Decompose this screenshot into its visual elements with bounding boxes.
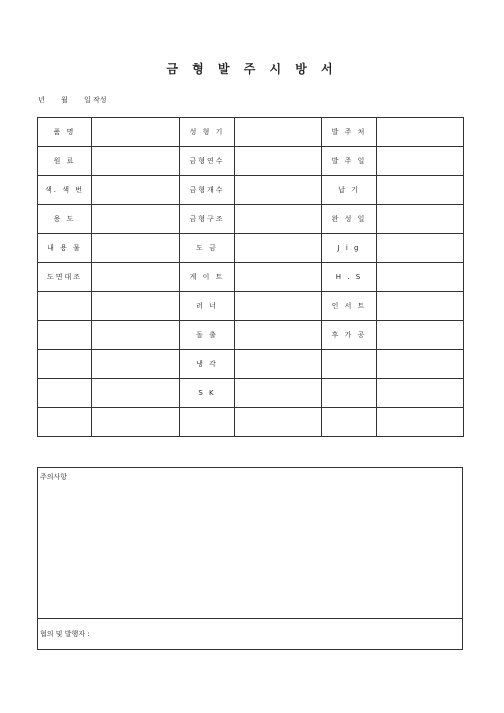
field-value-cell[interactable] (235, 379, 322, 408)
field-value-cell[interactable] (92, 321, 180, 350)
form-row (38, 234, 464, 263)
field-value-cell[interactable] (92, 176, 180, 205)
form-row (38, 176, 464, 205)
notes-cell[interactable] (38, 468, 463, 619)
form-row (38, 147, 464, 176)
field-value-cell[interactable] (235, 176, 322, 205)
field-label-cell: 발 주 처 (322, 118, 377, 147)
form-row (38, 379, 464, 408)
field-label-cell: 색. 색 번 (38, 176, 92, 205)
field-value-cell[interactable] (377, 408, 464, 437)
field-value-cell[interactable] (377, 263, 464, 292)
field-label-cell: 돌 출 (180, 321, 235, 350)
form-row (38, 205, 464, 234)
field-label-cell: 금형구조 (180, 205, 235, 234)
field-value-cell[interactable] (92, 350, 180, 379)
field-value-cell[interactable] (92, 263, 180, 292)
notes-table (37, 467, 463, 650)
field-value-cell[interactable] (92, 379, 180, 408)
field-label-cell: 러 너 (180, 292, 235, 321)
field-label-cell (38, 408, 92, 437)
field-value-cell[interactable] (92, 408, 180, 437)
notes-label: 주의사항 (40, 473, 68, 481)
field-label-cell (322, 379, 377, 408)
field-value-cell[interactable] (235, 205, 322, 234)
field-label-cell: 완 성 일 (322, 205, 377, 234)
date-day-written: 일 작성 (84, 96, 107, 104)
field-value-cell[interactable] (377, 292, 464, 321)
field-value-cell[interactable] (377, 147, 464, 176)
field-label-cell: 품 명 (38, 118, 92, 147)
field-value-cell[interactable] (377, 350, 464, 379)
field-value-cell[interactable] (235, 350, 322, 379)
field-label-cell: 게 이 트 (180, 263, 235, 292)
field-value-cell[interactable] (235, 118, 322, 147)
field-label-cell (322, 408, 377, 437)
field-value-cell[interactable] (235, 321, 322, 350)
field-value-cell[interactable] (92, 205, 180, 234)
field-value-cell[interactable] (377, 234, 464, 263)
field-value-cell[interactable] (235, 263, 322, 292)
field-label-cell (38, 350, 92, 379)
field-value-cell[interactable] (377, 118, 464, 147)
form-row (38, 321, 464, 350)
field-value-cell[interactable] (377, 176, 464, 205)
date-line (38, 95, 121, 105)
field-label-cell: 성 형 기 (180, 118, 235, 147)
field-label-cell: 원 료 (38, 147, 92, 176)
field-value-cell[interactable] (235, 292, 322, 321)
field-label-cell: 도 금 (180, 234, 235, 263)
form-row (38, 263, 464, 292)
order-spec-table (37, 117, 464, 437)
form-row (38, 292, 464, 321)
field-value-cell[interactable] (235, 147, 322, 176)
field-label-cell (38, 379, 92, 408)
field-label-cell: 인 서 트 (322, 292, 377, 321)
field-label-cell: S K (180, 379, 235, 408)
agreement-label: 협의 및 발행자 : (40, 630, 90, 638)
field-value-cell[interactable] (92, 234, 180, 263)
form-row (38, 350, 464, 379)
field-value-cell[interactable] (92, 292, 180, 321)
field-label-cell: 내 용 물 (38, 234, 92, 263)
date-month: 월 (61, 96, 68, 104)
field-value-cell[interactable] (377, 379, 464, 408)
field-label-cell (322, 350, 377, 379)
field-value-cell[interactable] (377, 321, 464, 350)
field-label-cell (38, 321, 92, 350)
date-year: 년 (38, 96, 45, 104)
field-label-cell: H . S (322, 263, 377, 292)
field-label-cell: 납 기 (322, 176, 377, 205)
field-value-cell[interactable] (92, 147, 180, 176)
field-value-cell[interactable] (235, 408, 322, 437)
field-label-cell: 금형연수 (180, 147, 235, 176)
field-value-cell[interactable] (235, 234, 322, 263)
field-label-cell (180, 408, 235, 437)
field-value-cell[interactable] (92, 118, 180, 147)
field-label-cell: 금형개수 (180, 176, 235, 205)
form-row (38, 408, 464, 437)
field-label-cell: J i g (322, 234, 377, 263)
document-title: 금 형 발 주 시 방 서 (166, 62, 338, 76)
form-row (38, 118, 464, 147)
field-label-cell (38, 292, 92, 321)
field-label-cell: 냉 각 (180, 350, 235, 379)
field-label-cell: 용 도 (38, 205, 92, 234)
field-label-cell: 발 주 일 (322, 147, 377, 176)
field-value-cell[interactable] (377, 205, 464, 234)
field-label-cell: 도면대조 (38, 263, 92, 292)
field-label-cell: 후 가 공 (322, 321, 377, 350)
agreement-cell[interactable] (38, 619, 463, 650)
